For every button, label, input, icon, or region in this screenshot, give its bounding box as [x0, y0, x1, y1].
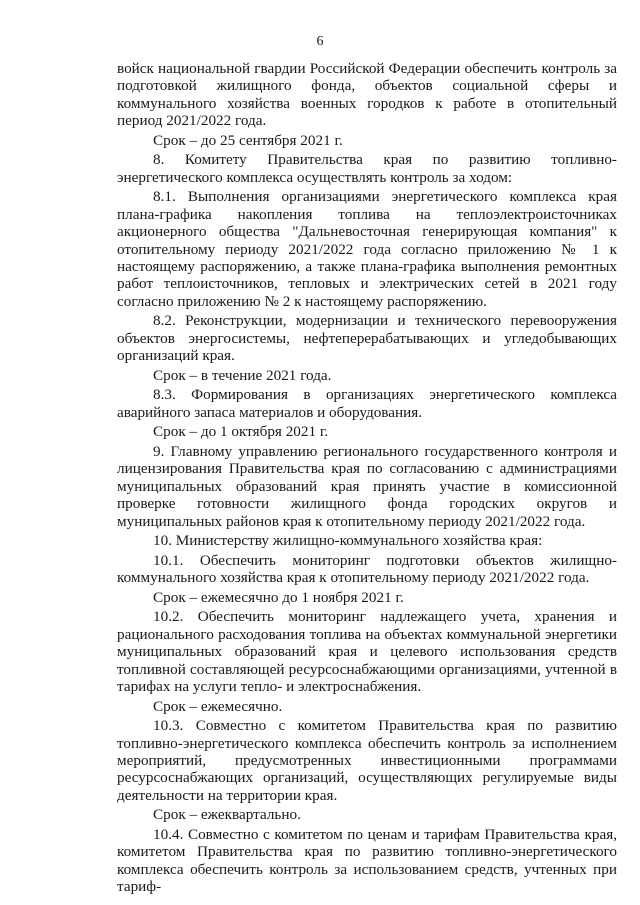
- deadline-line: Срок – до 25 сентября 2021 г.: [153, 131, 343, 149]
- paragraph-item-8-2: 8.2. Реконструкции, модернизации и технического перевооружения объектов энергосистемы, нефтеперерабатывающих и угледобывающих организаций края.: [117, 312, 617, 365]
- page-number: 6: [316, 34, 324, 49]
- paragraph-item-10-4: 10.4. Совместно с комитетом по ценам и тарифам Правительства края, комитетом Правительства края по развитию топливно-энергетического комплекса обеспечить контроль за использованием средств, учтенных при тариф-: [117, 826, 617, 896]
- deadline-line: Срок – ежеквартально.: [153, 806, 301, 824]
- paragraph-item-9: 9. Главному управлению регионального государственного контроля и лицензирования Правительства края по согласованию с администрациями муниципальных образований края принять участие в комиссионной проверке готовности жилищного фонда городских округов и муниципальных районов края к отопительному периоду 2021/2022 года.: [117, 443, 617, 530]
- paragraph-item-10-1: 10.1. Обеспечить мониторинг подготовки объектов жилищно-коммунального хозяйства края к отопительному периоду 2021/2022 года.: [117, 551, 617, 587]
- paragraph-item-8-1: 8.1. Выполнения организациями энергетического комплекса края плана-графика накопления топлива на теплоэлектроисточниках акционерного общества "Дальневосточная генерирующая компания" к отопительному периоду 2021/2022 года согласно приложению № 1 к настоящему распоряжению, а также плана-графика выполнения ремонтных работ теплоисточников, тепловых и электрических сетей в 2021 году согласно приложению № 2 к настоящему распоряжению.: [117, 188, 617, 310]
- paragraph-item-10: 10. Министерству жилищно-коммунального хозяйства края:: [153, 532, 543, 550]
- deadline-line: Срок – до 1 октября 2021 г.: [153, 423, 329, 441]
- paragraph-continuation: войск национальной гвардии Российской Федерации обеспечить контроль за подготовкой жилищного фонда, объектов социальной сферы и коммунального хозяйства военных городков к работе в отопительный период 2021/2022 года.: [117, 60, 617, 130]
- deadline-line: Срок – ежемесячно.: [153, 697, 283, 715]
- paragraph-item-8: 8. Комитету Правительства края по развитию топливно-энергетического комплекса осуществлять контроль за ходом:: [117, 151, 617, 186]
- deadline-line: Срок – в течение 2021 года.: [153, 366, 332, 384]
- paragraph-item-10-2: 10.2. Обеспечить мониторинг надлежащего учета, хранения и рационального расходования топлива на объектах коммунальной энергетики муниципальных образований края и целевого использования средств топливной составляющей ресурсоснабжающими организациями, учтенной в тарифах на услуги тепло- и электроснабжения.: [117, 608, 617, 696]
- document-body: [117, 60, 617, 898]
- paragraph-item-10-3: 10.3. Совместно с комитетом Правительства края по развитию топливно-энергетического комплекса обеспечить контроль за исполнением мероприятий, предусмотренных инвестиционными программами ресурсоснабжающих организаций, осуществляющих регулируемые виды деятельности на территории края.: [117, 717, 617, 804]
- paragraph-item-8-3: 8.3. Формирования в организациях энергетического комплекса аварийного запаса материалов и оборудования.: [117, 386, 617, 421]
- deadline-line: Срок – ежемесячно до 1 ноября 2021 г.: [153, 588, 404, 606]
